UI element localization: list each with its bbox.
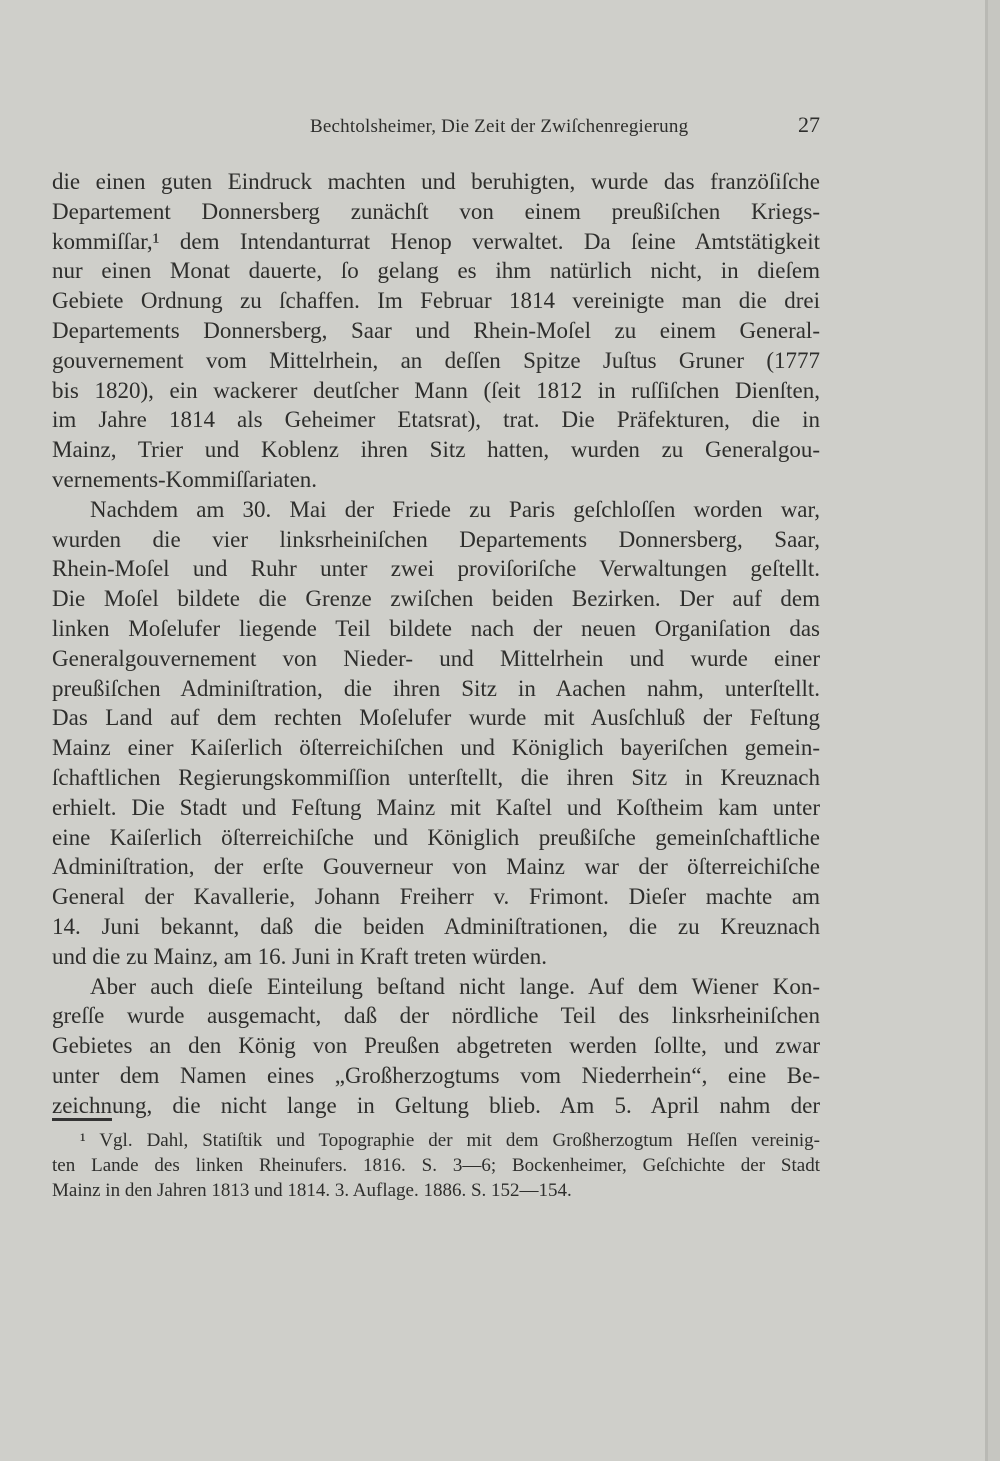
- text-line: 14. Juni bekannt, daß die beiden Adminiſtrationen, die zu Kreuznach: [52, 913, 820, 939]
- footnote-separator: [52, 1118, 112, 1121]
- text-line: im Jahre 1814 als Geheimer Etatsrat), trat. Die Präfekturen, die in: [52, 407, 820, 433]
- text-line: Das Land auf dem rechten Moſelufer wurde mit Ausſchluß der Feſtung: [52, 705, 820, 731]
- running-title: Bechtolsheimer, Die Zeit der Zwiſchenregierung: [310, 116, 689, 137]
- text-line: und die zu Mainz, am 16. Juni in Kraft treten würden.: [52, 943, 548, 969]
- text-line: unter dem Namen eines „Großherzogtums vom Niederrhein“, eine Be-: [52, 1062, 820, 1088]
- text-line: Die Moſel bildete die Grenze zwiſchen beiden Bezirken. Der auf dem: [52, 586, 820, 612]
- text-line: General der Kavallerie, Johann Freiherr v. Frimont. Dieſer machte am: [52, 884, 820, 910]
- text-line: preußiſchen Adminiſtration, die ihren Sitz in Aachen nahm, unterſtellt.: [52, 675, 820, 701]
- text-line: Gebietes an den König von Preußen abgetreten werden ſollte, und zwar: [52, 1033, 820, 1059]
- text-line: bis 1820), ein wackerer deutſcher Mann (ſeit 1812 in ruſſiſchen Dienſten,: [52, 377, 820, 403]
- text-line: Departement Donnersberg zunächſt von einem preußiſchen Kriegs-: [52, 198, 820, 224]
- page-number: 27: [798, 112, 820, 137]
- text-line: zeichnung, die nicht lange in Geltung blieb. Am 5. April nahm der: [52, 1092, 820, 1118]
- text-line: nur einen Monat dauerte, ſo gelang es ihm natürlich nicht, in dieſem: [52, 258, 820, 284]
- text-line: Departements Donnersberg, Saar und Rhein-Moſel zu einem General-: [52, 317, 820, 343]
- text-line: gouvernement vom Mittelrhein, an deſſen Spitze Juſtus Gruner (1777: [52, 347, 820, 373]
- text-line: greſſe wurde ausgemacht, daß der nördliche Teil des linksrheiniſchen: [52, 1003, 820, 1029]
- text-line: wurden die vier linksrheiniſchen Departements Donnersberg, Saar,: [52, 526, 820, 552]
- text-line: Gebiete Ordnung zu ſchaffen. Im Februar 1814 vereinigte man die drei: [52, 288, 820, 314]
- text-line: erhielt. Die Stadt und Feſtung Mainz mit Kaſtel und Koſtheim kam unter: [52, 794, 820, 820]
- text-line: Generalgouvernement von Nieder- und Mittelrhein und wurde einer: [52, 645, 820, 671]
- text-line: kommiſſar,¹ dem Intendanturrat Henop verwaltet. Da ſeine Amtstätigkeit: [52, 228, 820, 254]
- footnote: [52, 1128, 820, 1203]
- body-text: [52, 167, 820, 1121]
- footnote-line: Mainz in den Jahren 1813 und 1814. 3. Auflage. 1886. S. 152—154.: [52, 1180, 572, 1201]
- footnote-line: ten Lande des linken Rheinufers. 1816. S. 3—6; Bockenheimer, Geſchichte der Stadt: [52, 1155, 820, 1176]
- text-line: Mainz einer Kaiſerlich öſterreichiſchen und Königlich bayeriſchen gemein-: [52, 735, 820, 761]
- footnote-line: ¹ Vgl. Dahl, Statiſtik und Topographie der mit dem Großherzogtum Heſſen vereinig-: [80, 1130, 820, 1151]
- text-line: die einen guten Eindruck machten und beruhigten, wurde das franzöſiſche: [52, 169, 820, 194]
- text-line: vernements-Kommiſſariaten.: [52, 466, 318, 492]
- text-line: eine Kaiſerlich öſterreichiſche und Königlich preußiſche gemeinſchaftliche: [52, 824, 820, 850]
- text-line: Nachdem am 30. Mai der Friede zu Paris geſchloſſen worden war,: [90, 496, 820, 522]
- page-header: [310, 112, 820, 142]
- text-line: Rhein-Moſel und Ruhr unter zwei proviſoriſche Verwaltungen geſtellt.: [52, 556, 820, 582]
- text-line: Mainz, Trier und Koblenz ihren Sitz hatten, wurden zu Generalgou-: [52, 437, 820, 463]
- text-line: linken Moſelufer liegende Teil bildete nach der neuen Organiſation das: [52, 615, 820, 641]
- text-line: Aber auch dieſe Einteilung beſtand nicht lange. Auf dem Wiener Kon-: [90, 973, 820, 999]
- text-line: Adminiſtration, der erſte Gouverneur von Mainz war der öſterreichiſche: [52, 854, 820, 880]
- text-line: ſchaftlichen Regierungskommiſſion unterſtellt, die ihren Sitz in Kreuznach: [52, 764, 820, 790]
